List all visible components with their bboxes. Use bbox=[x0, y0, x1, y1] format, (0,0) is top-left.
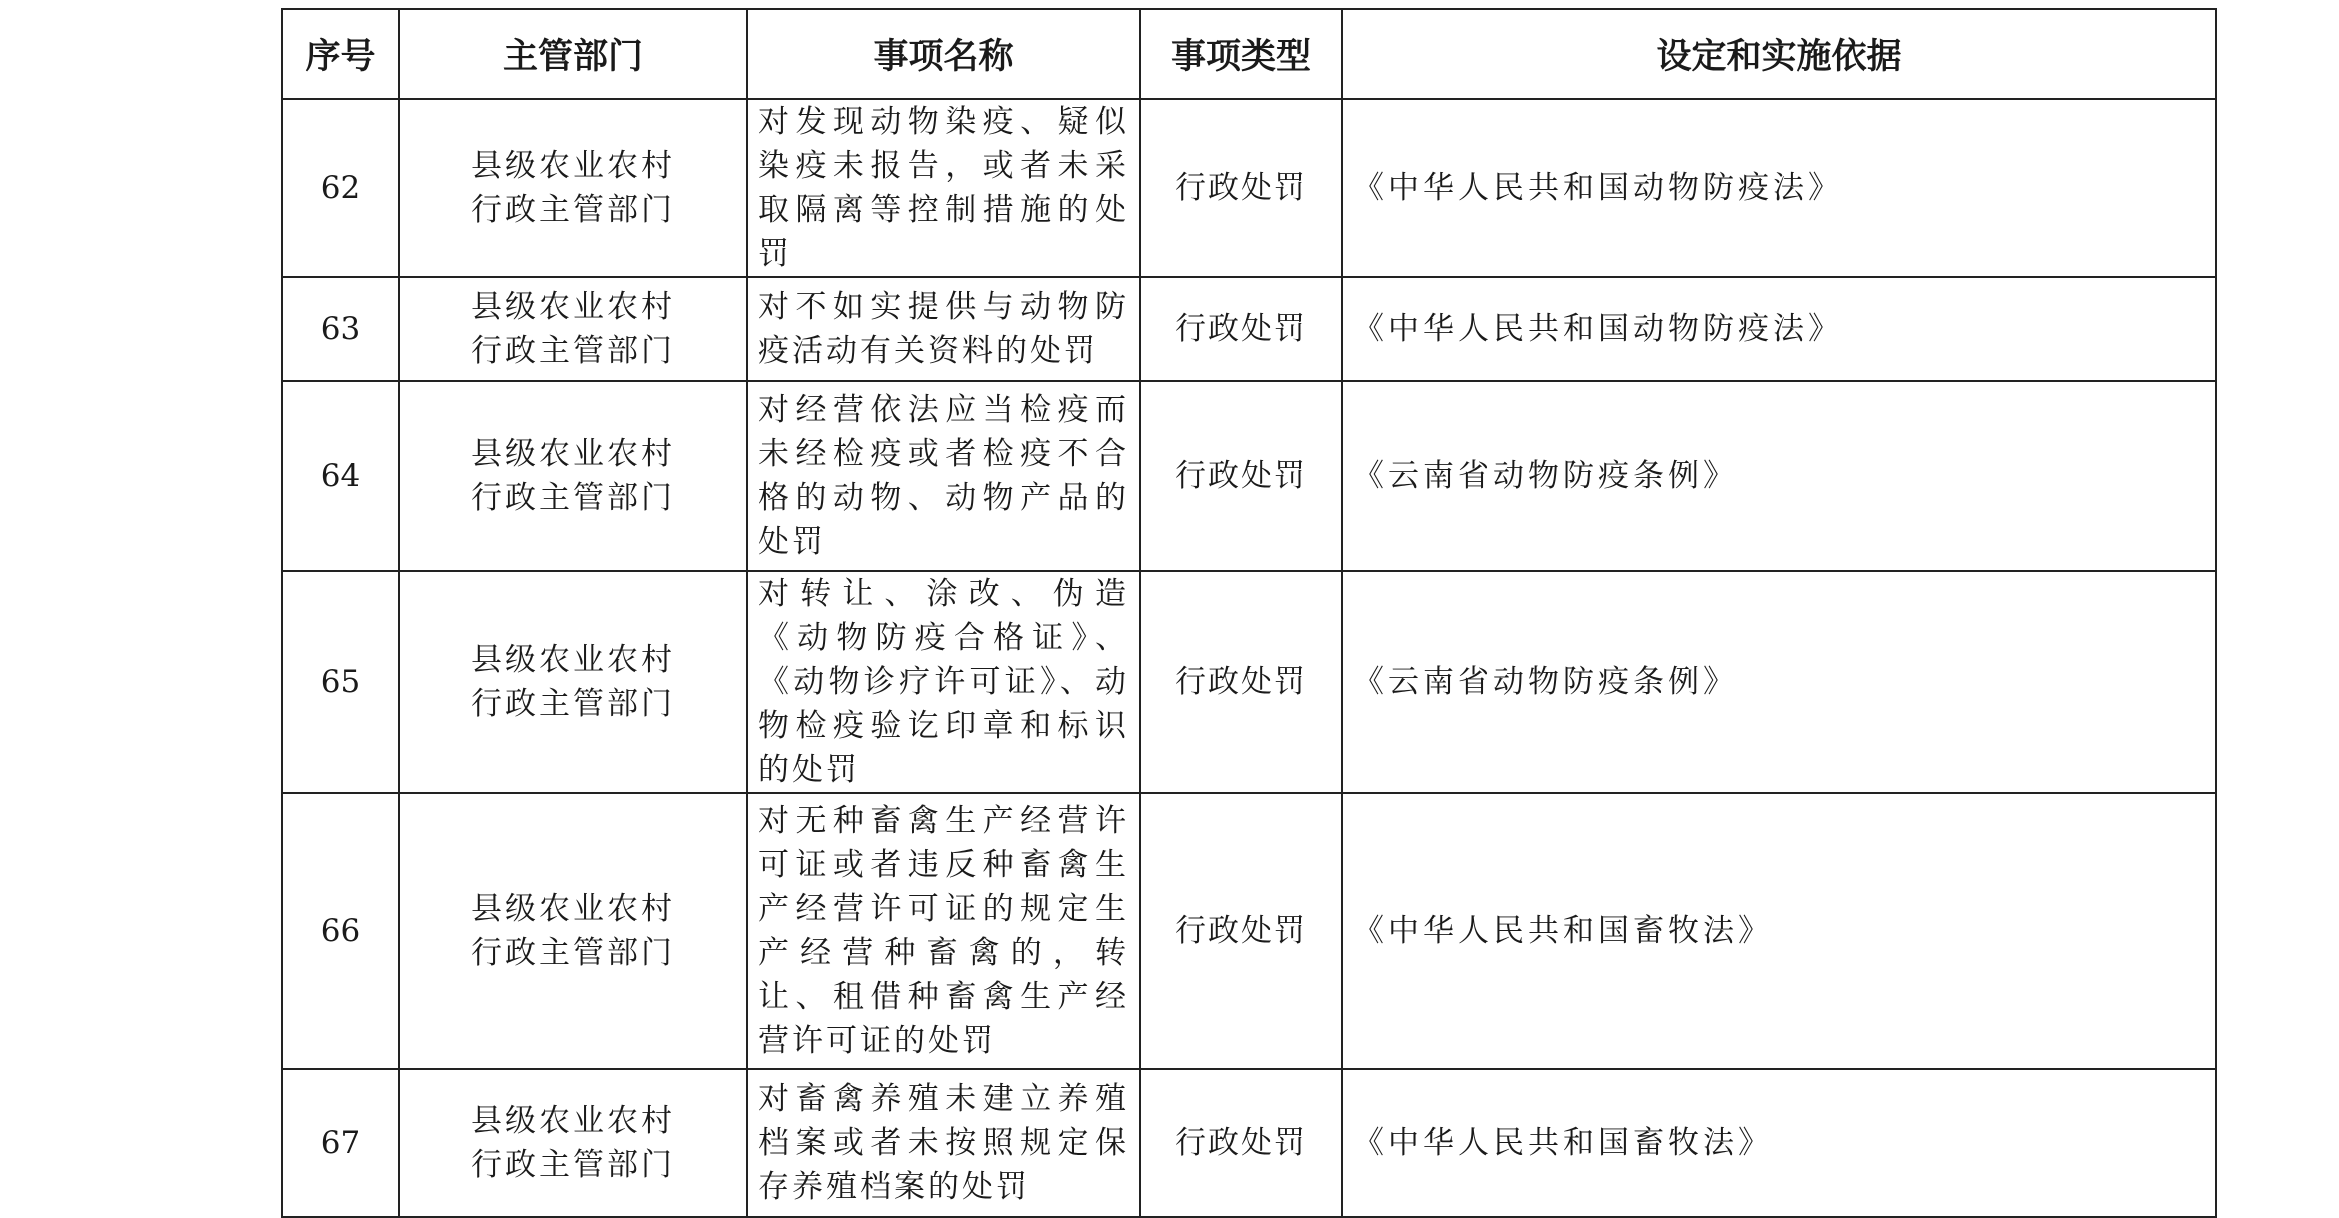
department-line: 行政主管部门 bbox=[471, 480, 675, 516]
row-department bbox=[399, 1069, 747, 1217]
header-legal-basis: 设定和实施依据 bbox=[1342, 9, 2216, 99]
row-department bbox=[399, 571, 747, 793]
row-item-name: 对畜禽养殖未建立养殖档案或者未按照规定保存养殖档案的处罚 bbox=[747, 1069, 1140, 1217]
row-serial-number: 64 bbox=[282, 381, 399, 571]
row-serial-number: 62 bbox=[282, 99, 399, 277]
department-line: 县级农业农村 bbox=[471, 642, 675, 678]
row-department bbox=[399, 99, 747, 277]
row-department bbox=[399, 277, 747, 381]
row-legal-basis: 《云南省动物防疫条例》 bbox=[1342, 571, 2216, 793]
table-row bbox=[282, 1069, 2216, 1217]
row-serial-number: 66 bbox=[282, 793, 399, 1069]
table-row bbox=[282, 381, 2216, 571]
enforcement-items-table bbox=[281, 8, 2217, 1218]
row-item-type: 行政处罚 bbox=[1140, 381, 1342, 571]
department-line: 县级农业农村 bbox=[471, 891, 675, 927]
row-item-type: 行政处罚 bbox=[1140, 1069, 1342, 1217]
department-line: 行政主管部门 bbox=[471, 333, 675, 369]
row-legal-basis: 《中华人民共和国畜牧法》 bbox=[1342, 793, 2216, 1069]
row-serial-number: 63 bbox=[282, 277, 399, 381]
row-serial-number: 65 bbox=[282, 571, 399, 793]
row-item-type: 行政处罚 bbox=[1140, 277, 1342, 381]
header-item-name: 事项名称 bbox=[747, 9, 1140, 99]
table-row bbox=[282, 277, 2216, 381]
row-legal-basis: 《中华人民共和国动物防疫法》 bbox=[1342, 277, 2216, 381]
row-item-name: 对经营依法应当检疫而未经检疫或者检疫不合格的动物、动物产品的处罚 bbox=[747, 381, 1140, 571]
row-item-type: 行政处罚 bbox=[1140, 99, 1342, 277]
row-item-name: 对转让、涂改、伪造《动物防疫合格证》、《动物诊疗许可证》、动物检疫验讫印章和标识的处罚 bbox=[747, 571, 1140, 793]
row-department bbox=[399, 381, 747, 571]
table-row bbox=[282, 99, 2216, 277]
department-line: 县级农业农村 bbox=[471, 1103, 675, 1139]
row-item-type: 行政处罚 bbox=[1140, 571, 1342, 793]
row-legal-basis: 《中华人民共和国畜牧法》 bbox=[1342, 1069, 2216, 1217]
department-line: 县级农业农村 bbox=[471, 148, 675, 184]
department-line: 行政主管部门 bbox=[471, 192, 675, 228]
table-row bbox=[282, 793, 2216, 1069]
row-serial-number: 67 bbox=[282, 1069, 399, 1217]
row-legal-basis: 《云南省动物防疫条例》 bbox=[1342, 381, 2216, 571]
row-item-name: 对发现动物染疫、疑似染疫未报告，或者未采取隔离等控制措施的处罚 bbox=[747, 99, 1140, 277]
header-department: 主管部门 bbox=[399, 9, 747, 99]
row-item-name: 对无种畜禽生产经营许可证或者违反种畜禽生产经营许可证的规定生产经营种畜禽的，转让、租借种畜禽生产经营许可证的处罚 bbox=[747, 793, 1140, 1069]
department-line: 行政主管部门 bbox=[471, 686, 675, 722]
row-item-name: 对不如实提供与动物防疫活动有关资料的处罚 bbox=[747, 277, 1140, 381]
table-row bbox=[282, 571, 2216, 793]
table-header-row bbox=[282, 9, 2216, 99]
row-legal-basis: 《中华人民共和国动物防疫法》 bbox=[1342, 99, 2216, 277]
header-serial-number: 序号 bbox=[282, 9, 399, 99]
department-line: 县级农业农村 bbox=[471, 289, 675, 325]
department-line: 行政主管部门 bbox=[471, 935, 675, 971]
department-line: 县级农业农村 bbox=[471, 436, 675, 472]
row-department bbox=[399, 793, 747, 1069]
row-item-type: 行政处罚 bbox=[1140, 793, 1342, 1069]
department-line: 行政主管部门 bbox=[471, 1147, 675, 1183]
header-item-type: 事项类型 bbox=[1140, 9, 1342, 99]
